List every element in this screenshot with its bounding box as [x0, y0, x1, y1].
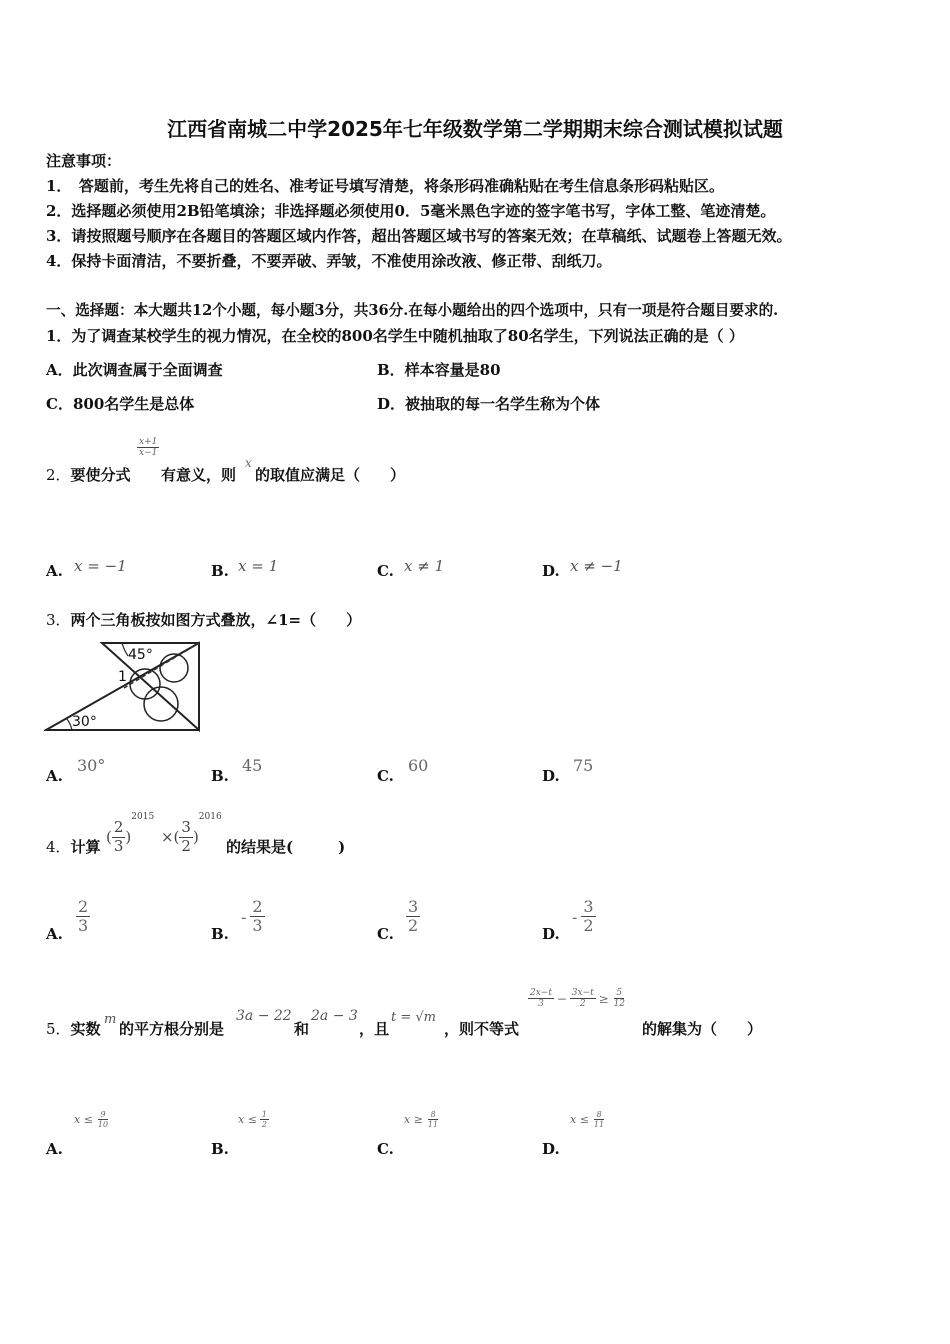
q5-ineq-b-den: 2	[579, 999, 586, 1010]
q2-label-b: B.	[211, 562, 229, 580]
q2-number: 2．	[46, 466, 71, 484]
q5-ineq-minus: −	[556, 991, 567, 1006]
q1-option-a: A．此次调查属于全面调查	[46, 361, 223, 379]
q3-option-d: 75	[573, 756, 594, 775]
q5-option-d: x ≤ $\frac{8}{11}$	[570, 1110, 605, 1130]
q2-frac-denominator: x−1	[139, 448, 158, 459]
q2-option-a: x = −1	[74, 557, 127, 575]
q1-stem: 1．为了调查某校学生的视力情况，在全校的800名学生中随机抽取了80名学生，下列说法正确的是（ ）	[46, 327, 744, 345]
q2-fraction	[137, 437, 159, 459]
q2-frac-numerator: x+1	[139, 437, 158, 447]
q1-option-b: B．样本容量是80	[377, 361, 501, 379]
q5-ineq-c-num: 5	[616, 988, 623, 998]
q4-option-d: - $\frac{3}{2}$	[572, 897, 594, 936]
q4-expression: ( $\frac{2}{3}$ )$^{2015}$ ×( $\frac{3}{2}$ )$^{2016}$	[106, 812, 222, 855]
triangle-figure	[44, 640, 204, 734]
q2-option-b: x = 1	[238, 557, 279, 575]
q5-text-5: ，则不等式	[444, 1020, 520, 1038]
q5-ineq-a-num: 2x−t	[530, 988, 552, 998]
q5-text-4: ，且	[359, 1020, 390, 1038]
q4-option-b: - $\frac{2}{3}$	[241, 897, 263, 936]
notice-heading: 注意事项：	[46, 152, 122, 170]
notice-item-3: 3．请按照题号顺序在各题目的答题区域内作答，超出答题区域书写的答案无效；在草稿纸、试题卷上答题无效。	[46, 227, 792, 245]
q5-inequality	[528, 988, 627, 1010]
q5-number: 5．	[46, 1020, 71, 1038]
q5-option-a: x ≤ $\frac{9}{10}$	[74, 1110, 109, 1130]
q5-ineq-c-den: 12	[613, 999, 626, 1010]
q4-f1-num: 2	[113, 818, 124, 837]
q3-option-b: 45	[242, 756, 263, 775]
q2-stem	[46, 466, 131, 484]
q4-label-a: A.	[46, 925, 63, 943]
q3-stem	[46, 611, 361, 629]
q3-label-a: A.	[46, 767, 63, 785]
q2-label-c: C.	[377, 562, 394, 580]
q5-t-equation: t = √m	[391, 1010, 436, 1025]
q1-option-c: C．800名学生是总体	[46, 395, 195, 413]
q3-number: 3．	[46, 611, 71, 629]
q5-text-6: 的解集为（ ）	[642, 1020, 763, 1038]
q4-text-post: 的结果是( )	[226, 838, 346, 856]
q2-variable: x	[245, 456, 252, 470]
q2-label-a: A.	[46, 562, 63, 580]
q2-option-c: x ≠ 1	[404, 557, 445, 575]
circle-bottom	[144, 687, 178, 721]
q4-exp-2: 2016	[198, 812, 222, 822]
q3-option-a: 30°	[77, 756, 106, 775]
q5-root-2: 2a − 3	[311, 1008, 358, 1024]
q5-option-c: x ≥ $\frac{8}{11}$	[404, 1110, 439, 1130]
q5-label-d: D.	[542, 1140, 560, 1158]
q3-label-d: D.	[542, 767, 560, 785]
q5-ineq-b-num: 3x−t	[571, 988, 594, 998]
triangle-30	[46, 643, 199, 730]
q4-option-a: $\frac{2}{3}$	[78, 897, 89, 936]
q5-text-2: 的平方根分别是	[119, 1020, 225, 1038]
q2-text-1: 要使分式	[70, 466, 131, 484]
angle-label-30: 30°	[72, 714, 97, 730]
q3-text: 两个三角板按如图方式叠放，∠1=（ ）	[70, 611, 362, 629]
q5-stem-start	[46, 1020, 101, 1038]
q4-label-c: C.	[377, 925, 394, 943]
q1-option-d: D．被抽取的每一名学生称为个体	[377, 395, 601, 413]
q5-ineq-ge: ≥	[598, 991, 609, 1006]
q5-text-3: 和	[294, 1020, 310, 1038]
q4-number: 4．	[46, 838, 71, 856]
notice-item-2: 2．选择题必须使用2B铅笔填涂；非选择题必须使用0．5毫米黑色字迹的签字笔书写，字体工整、笔迹清楚。	[46, 202, 776, 220]
q3-option-c: 60	[408, 756, 429, 775]
q2-label-d: D.	[542, 562, 560, 580]
q5-label-a: A.	[46, 1140, 63, 1158]
angle-label-45: 45°	[128, 647, 153, 663]
q5-label-c: C.	[377, 1140, 394, 1158]
q4-f1-den: 3	[113, 836, 124, 855]
q5-root-1: 3a − 22	[236, 1008, 292, 1024]
q4-label-b: B.	[211, 925, 229, 943]
page-title: 江西省南城二中学2025年七年级数学第二学期期末综合测试模拟试题	[167, 117, 783, 141]
q4-stem	[46, 838, 101, 856]
q4-f2-num: 3	[181, 818, 191, 837]
q4-option-c: $\frac{3}{2}$	[408, 897, 419, 936]
q3-label-c: C.	[377, 767, 394, 785]
q2-text-2: 有意义，则	[161, 466, 237, 484]
q4-label-d: D.	[542, 925, 560, 943]
q4-text-pre: 计算	[70, 838, 101, 856]
q3-label-b: B.	[211, 767, 229, 785]
q4-times: ×	[160, 828, 174, 846]
q5-option-b: x ≤ $\frac{1}{2}$	[238, 1110, 268, 1130]
q4-exp-1: 2015	[131, 812, 155, 822]
notice-item-4: 4．保持卡面清洁，不要折叠，不要弄破、弄皱，不准使用涂改液、修正带、刮纸刀。	[46, 252, 612, 270]
q2-text-3: 的取值应满足（ ）	[255, 466, 406, 484]
q5-label-b: B.	[211, 1140, 229, 1158]
q5-ineq-a-den: 3	[538, 999, 544, 1010]
section-heading: 一、选择题：本大题共12个小题，每小题3分，共36分.在每小题给出的四个选项中，只有一项是符合题目要求的.	[46, 302, 779, 319]
q5-text-1: 实数	[70, 1020, 101, 1038]
notice-item-1: 1． 答题前，考生先将自己的姓名、准考证号填写清楚，将条形码准确粘贴在考生信息条形码粘贴区。	[46, 177, 724, 195]
q2-option-d: x ≠ −1	[570, 557, 623, 575]
q5-m: m	[104, 1012, 117, 1027]
q4-f2-den: 2	[181, 836, 191, 855]
angle-label-1: 1	[118, 669, 127, 685]
